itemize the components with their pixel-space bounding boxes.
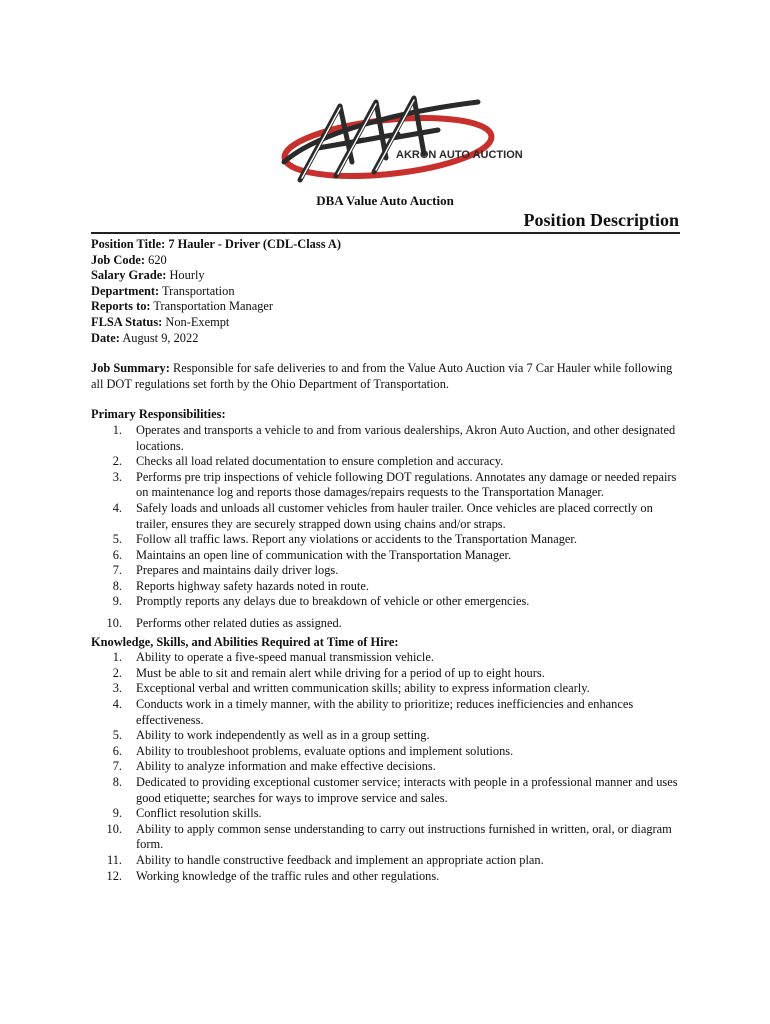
- list-item: [91, 594, 681, 610]
- item-text: Promptly reports any delays due to breakdown of vehicle or other emergencies.: [136, 594, 530, 609]
- logo-wordmark: AKRON AUTO AUCTION: [396, 149, 523, 161]
- item-text: Reports highway safety hazards noted in route.: [136, 578, 369, 593]
- list-item: [91, 775, 681, 806]
- item-number: 2.: [112, 454, 122, 469]
- meta-label: Reports to:: [91, 299, 151, 314]
- list-item: [91, 744, 681, 760]
- meta-salary-grade: [91, 268, 681, 284]
- meta-label: Date:: [91, 330, 120, 345]
- ksa-heading: Knowledge, Skills, and Abilities Required at Time of Hire:: [91, 634, 399, 649]
- list-item: [91, 666, 681, 682]
- item-text: Follow all traffic laws. Report any violations or accidents to the Transportation Manager.: [136, 532, 577, 547]
- list-item: [91, 579, 681, 595]
- meta-value: Hourly: [169, 268, 205, 283]
- item-number: 7.: [112, 759, 122, 774]
- list-item: [91, 548, 681, 564]
- meta-flsa-status: [91, 315, 681, 331]
- item-text: Ability to handle constructive feedback and implement an appropriate action plan.: [136, 852, 544, 867]
- item-number: 7.: [112, 563, 122, 578]
- primary-responsibilities-list: [91, 423, 681, 632]
- list-item: [91, 501, 681, 532]
- document-body: [91, 237, 681, 884]
- item-text: Must be able to sit and remain alert while driving for a period of up to eight hours.: [136, 665, 545, 680]
- list-item: [91, 423, 681, 454]
- item-number: 6.: [112, 743, 122, 758]
- meta-value: Non-Exempt: [165, 314, 230, 329]
- dba-name: DBA Value Auto Auction: [316, 193, 454, 208]
- item-number: 10.: [106, 821, 122, 836]
- item-text: Working knowledge of the traffic rules and other regulations.: [136, 868, 440, 883]
- primary-responsibilities-heading: Primary Responsibilities:: [91, 407, 226, 422]
- item-number: 11.: [106, 852, 122, 867]
- meta-label: Salary Grade:: [91, 268, 167, 283]
- meta-position-title: [91, 237, 681, 253]
- ksa-list: [91, 650, 681, 884]
- meta-value: Transportation: [162, 283, 235, 298]
- item-text: Ability to work independently as well as in a group setting.: [136, 728, 430, 743]
- item-text: Performs pre trip inspections of vehicle following DOT regulations. Annotates any damage or needed repairs on maintenance log and reports those damages/repairs requests to the Transportation Manager.: [136, 469, 677, 500]
- list-item: [91, 806, 681, 822]
- list-item: [91, 853, 681, 869]
- meta-value: August 9, 2022: [122, 330, 199, 345]
- item-text: Ability to troubleshoot problems, evaluate options and implement solutions.: [136, 743, 514, 758]
- meta-reports-to: [91, 299, 681, 315]
- list-item: [91, 759, 681, 775]
- item-text: Ability to apply common sense understanding to carry out instructions furnished in written, oral, or diagram form.: [136, 821, 672, 852]
- item-text: Prepares and maintains daily driver logs.: [136, 563, 339, 578]
- list-item: [91, 822, 681, 853]
- summary-label: Job Summary:: [91, 361, 170, 376]
- list-item: [91, 697, 681, 728]
- item-text: Safely loads and unloads all customer vehicles from hauler trailer. Once vehicles are placed correctly on trailer, ensures they are securely strapped down using chains and/or straps.: [136, 500, 653, 531]
- title-rule: [91, 232, 680, 234]
- meta-value: 7 Hauler - Driver (CDL-Class A): [168, 237, 342, 251]
- list-item: [91, 681, 681, 697]
- item-number: 8.: [112, 775, 122, 789]
- list-item: [91, 869, 681, 885]
- item-number: 2.: [112, 665, 122, 680]
- list-item: [91, 616, 681, 632]
- item-number: 10.: [106, 616, 122, 631]
- item-number: 12.: [106, 868, 122, 883]
- item-text: Performs other related duties as assigned.: [136, 616, 342, 631]
- list-item: [91, 728, 681, 744]
- job-summary: [91, 361, 681, 392]
- item-text: Exceptional verbal and written communication skills; ability to express information clearly.: [136, 681, 590, 696]
- item-number: 4.: [112, 500, 122, 515]
- akron-auto-auction-logo: [278, 92, 523, 188]
- meta-label: Position Title:: [91, 237, 166, 251]
- item-number: 1.: [112, 650, 122, 665]
- item-text: Conflict resolution skills.: [136, 806, 262, 821]
- meta-value: 620: [148, 252, 167, 267]
- item-number: 1.: [112, 422, 122, 437]
- item-text: Checks all load related documentation to ensure completion and accuracy.: [136, 454, 504, 469]
- meta-label: Department:: [91, 283, 160, 298]
- item-text: Ability to analyze information and make effective decisions.: [136, 759, 436, 774]
- meta-date: [91, 331, 681, 347]
- item-text: Operates and transports a vehicle to and from various dealerships, Akron Auto Auction, and other designated locations.: [136, 422, 676, 453]
- summary-text: Responsible for safe deliveries to and from the Value Auto Auction via 7 Car Hauler while following all DOT regulations set forth by the Ohio Department of Transportation.: [91, 361, 673, 391]
- list-item: [91, 650, 681, 666]
- document-title: Position Description: [523, 210, 679, 230]
- item-text: Maintains an open line of communication with the Transportation Manager.: [136, 547, 512, 562]
- position-meta: [91, 237, 681, 346]
- item-number: 4.: [112, 697, 122, 712]
- list-item: [91, 470, 681, 501]
- list-item: [91, 454, 681, 470]
- item-number: 9.: [112, 806, 122, 821]
- list-item: [91, 532, 681, 548]
- item-number: 3.: [112, 681, 122, 696]
- item-number: 6.: [112, 547, 122, 562]
- item-text: Conducts work in a timely manner, with the ability to prioritize; reduces inefficiencies and enhances effectiveness.: [136, 697, 634, 727]
- meta-job-code: [91, 253, 681, 269]
- item-number: 8.: [112, 578, 122, 593]
- item-text: Dedicated to providing exceptional customer service; interacts with people in a professional manner and uses good etiquette; searches for ways to improve service and sales.: [136, 775, 678, 805]
- list-item: [91, 563, 681, 579]
- item-number: 3.: [112, 469, 122, 484]
- meta-value: Transportation Manager: [153, 299, 274, 314]
- item-number: 5.: [112, 532, 122, 547]
- item-number: 9.: [112, 594, 122, 609]
- meta-department: [91, 284, 681, 300]
- item-text: Ability to operate a five-speed manual transmission vehicle.: [136, 650, 434, 665]
- meta-label: FLSA Status:: [91, 314, 163, 329]
- meta-label: Job Code:: [91, 252, 146, 267]
- item-number: 5.: [112, 728, 122, 743]
